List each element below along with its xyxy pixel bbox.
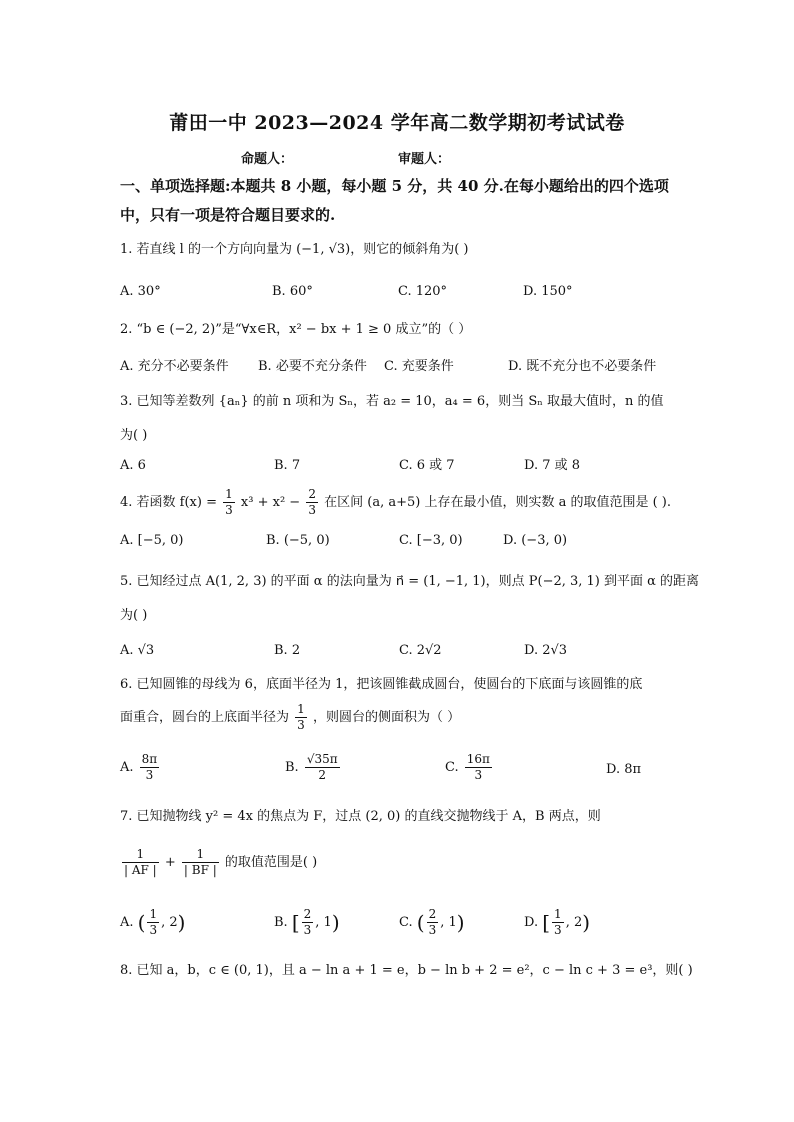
- q6-d-label: D.: [606, 762, 621, 777]
- q4-f1-num: 1: [225, 487, 233, 501]
- q4-fraction-1: [223, 487, 235, 518]
- q4-f2-den: 3: [308, 503, 316, 517]
- setter-label: 命题人：: [241, 152, 294, 167]
- q6-a-fraction: [140, 752, 160, 783]
- q1-option-b: B. 60°: [272, 284, 313, 299]
- q6-line2-prefix: 面重合，圆台的上底面半径为: [120, 710, 290, 725]
- q7-b-rbracket: ): [331, 910, 340, 935]
- q6-fraction-num: 1: [297, 702, 305, 716]
- q1-option-c: C. 120°: [398, 284, 448, 299]
- q6-option-c: [445, 752, 494, 783]
- question-6-line1: 6. 已知圆锥的母线为 6，底面半径为 1，把该圆锥截成圆台，使圆台的下底面与该圆锥的底: [120, 677, 643, 692]
- q2-option-c: C. 充要条件: [384, 359, 454, 374]
- q4-prefix: 4. 若函数 f(x) =: [120, 495, 217, 510]
- q2-option-d: D. 既不充分也不必要条件: [508, 359, 657, 374]
- question-2-stem: 2. “b ∈ (−2, 2)”是“∀x∈R，x² − bx + 1 ≥ 0 成立”的（ ）: [120, 322, 472, 337]
- q7-a-rest: , 2: [161, 915, 178, 930]
- q6-radius-fraction: [295, 702, 307, 733]
- q6-a-den: 3: [145, 768, 154, 782]
- reviewer-label: 审题人：: [398, 152, 451, 167]
- q4-option-d: D. (−3, 0): [503, 533, 568, 548]
- q3-option-a: A. 6: [120, 458, 146, 473]
- q7-b-label: B.: [274, 915, 288, 930]
- q7-f2-num: 1: [182, 847, 219, 863]
- question-8-stem: 8. 已知 a，b，c ∈ (0, 1)，且 a − ln a + 1 = e，b − ln b + 2 = e²，c − ln c + 3 = e³，则( ): [120, 963, 693, 978]
- q5-option-c: C. 2√2: [399, 643, 442, 658]
- question-7-line2: [120, 847, 680, 878]
- q6-line2-suffix: ，则圆台的侧面积为（ ）: [312, 710, 461, 725]
- q7-a-rbracket: ): [177, 910, 186, 935]
- q3-option-b: B. 7: [274, 458, 301, 473]
- q7-b-lbracket: [: [291, 910, 300, 935]
- question-3-line1: 3. 已知等差数列 {aₙ} 的前 n 项和为 Sₙ，若 a₂ = 10，a₄ = 6，则当 Sₙ 取最大值时，n 的值: [120, 394, 664, 409]
- section-heading: 一、单项选择题:本题共 8 小题，每小题 5 分，共 40 分.在每小题给出的四个选项中，只有一项是符合题目要求的.: [120, 177, 669, 224]
- q7-c-lbracket: (: [416, 910, 425, 935]
- q7-f1-den: | AF |: [124, 863, 157, 877]
- q7-line2-suffix: 的取值范围是( ): [224, 855, 318, 870]
- q5-option-a: A. √3: [120, 643, 155, 658]
- q6-c-num: 16π: [466, 752, 490, 766]
- q7-c-rbracket: ): [456, 910, 465, 935]
- q6-d-value: 8π: [624, 762, 642, 777]
- q7-d-rbracket: ): [582, 910, 591, 935]
- q4-mid: x³ + x² −: [240, 495, 301, 510]
- q7-plus: +: [164, 855, 176, 870]
- q6-option-a: [120, 752, 161, 783]
- q6-c-label: C.: [445, 760, 459, 775]
- q7-a-num: 1: [149, 907, 158, 921]
- q5-option-b: B. 2: [274, 643, 301, 658]
- q6-option-d: [606, 760, 641, 780]
- q7-d-rest: , 2: [565, 915, 583, 930]
- q7-b-den: 3: [303, 923, 312, 937]
- q7-c-fraction: [427, 907, 439, 938]
- q7-b-fraction: [302, 907, 314, 938]
- q7-d-den: 3: [554, 923, 562, 937]
- q3-option-d: D. 7 或 8: [524, 458, 581, 473]
- q7-d-lbracket: [: [542, 910, 551, 935]
- q7-c-label: C.: [399, 915, 413, 930]
- question-4-stem: [120, 487, 680, 518]
- question-6-line2: [120, 702, 680, 733]
- q6-b-label: B.: [285, 760, 299, 775]
- question-1-stem: 1. 若直线 l 的一个方向向量为 (−1, √3)，则它的倾斜角为( ): [120, 242, 469, 257]
- q2-option-a: A. 充分不必要条件: [120, 359, 229, 374]
- q6-b-fraction: [305, 752, 340, 783]
- q7-f1-num: 1: [122, 847, 159, 863]
- q4-option-a: A. [−5, 0): [120, 533, 184, 548]
- q4-fraction-2: [306, 487, 318, 518]
- q1-option-d: D. 150°: [523, 284, 573, 299]
- q6-c-fraction: [465, 752, 492, 783]
- question-7-line1: 7. 已知抛物线 y² = 4x 的焦点为 F，过点 (2, 0) 的直线交抛物线于 A，B 两点，则: [120, 809, 601, 824]
- q5-option-d: D. 2√3: [524, 643, 568, 658]
- q7-a-den: 3: [149, 923, 158, 937]
- q7-b-rest: , 1: [315, 915, 332, 930]
- q7-a-label: A.: [120, 915, 134, 930]
- q6-b-num: √35π: [306, 752, 338, 766]
- q7-fraction-bf: [182, 847, 219, 878]
- q7-d-label: D.: [524, 915, 539, 930]
- q7-a-fraction: [147, 907, 159, 938]
- q7-c-num: 2: [428, 907, 437, 921]
- q7-d-num: 1: [554, 907, 562, 921]
- q6-fraction-den: 3: [297, 718, 305, 732]
- q2-option-b: B. 必要不充分条件: [258, 359, 367, 374]
- q7-c-rest: , 1: [440, 915, 457, 930]
- q7-f2-den: | BF |: [183, 863, 217, 877]
- exam-title: 莆田一中 2023—2024 学年高二数学期初考试试卷: [169, 112, 625, 134]
- q6-b-den: 2: [318, 768, 327, 782]
- q7-option-b: [274, 907, 340, 938]
- question-5-line2: 为( ): [120, 608, 148, 623]
- q7-d-fraction: [552, 907, 564, 938]
- q3-option-c: C. 6 或 7: [399, 458, 455, 473]
- question-3-line2: 为( ): [120, 428, 148, 443]
- q7-option-c: [399, 907, 465, 938]
- q7-b-num: 2: [303, 907, 312, 921]
- q4-option-b: B. (−5, 0): [266, 533, 330, 548]
- q6-c-den: 3: [474, 768, 483, 782]
- q7-a-lbracket: (: [137, 910, 146, 935]
- q4-f1-den: 3: [225, 503, 233, 517]
- q4-option-c: C. [−3, 0): [399, 533, 463, 548]
- q6-a-label: A.: [120, 760, 134, 775]
- question-5-line1: 5. 已知经过点 A(1, 2, 3) 的平面 α 的法向量为 n⃗ = (1, −1, 1)，则点 P(−2, 3, 1) 到平面 α 的距离: [120, 574, 700, 589]
- q7-c-den: 3: [428, 923, 437, 937]
- q6-a-num: 8π: [141, 752, 158, 766]
- q4-suffix: 在区间 (a, a+5) 上存在最小值，则实数 a 的取值范围是 ( ).: [324, 495, 672, 510]
- q1-option-a: A. 30°: [120, 284, 161, 299]
- q4-f2-num: 2: [308, 487, 316, 501]
- q6-option-b: [285, 752, 342, 783]
- q7-option-a: [120, 907, 185, 938]
- q7-option-d: [524, 907, 590, 938]
- q7-fraction-af: [122, 847, 159, 878]
